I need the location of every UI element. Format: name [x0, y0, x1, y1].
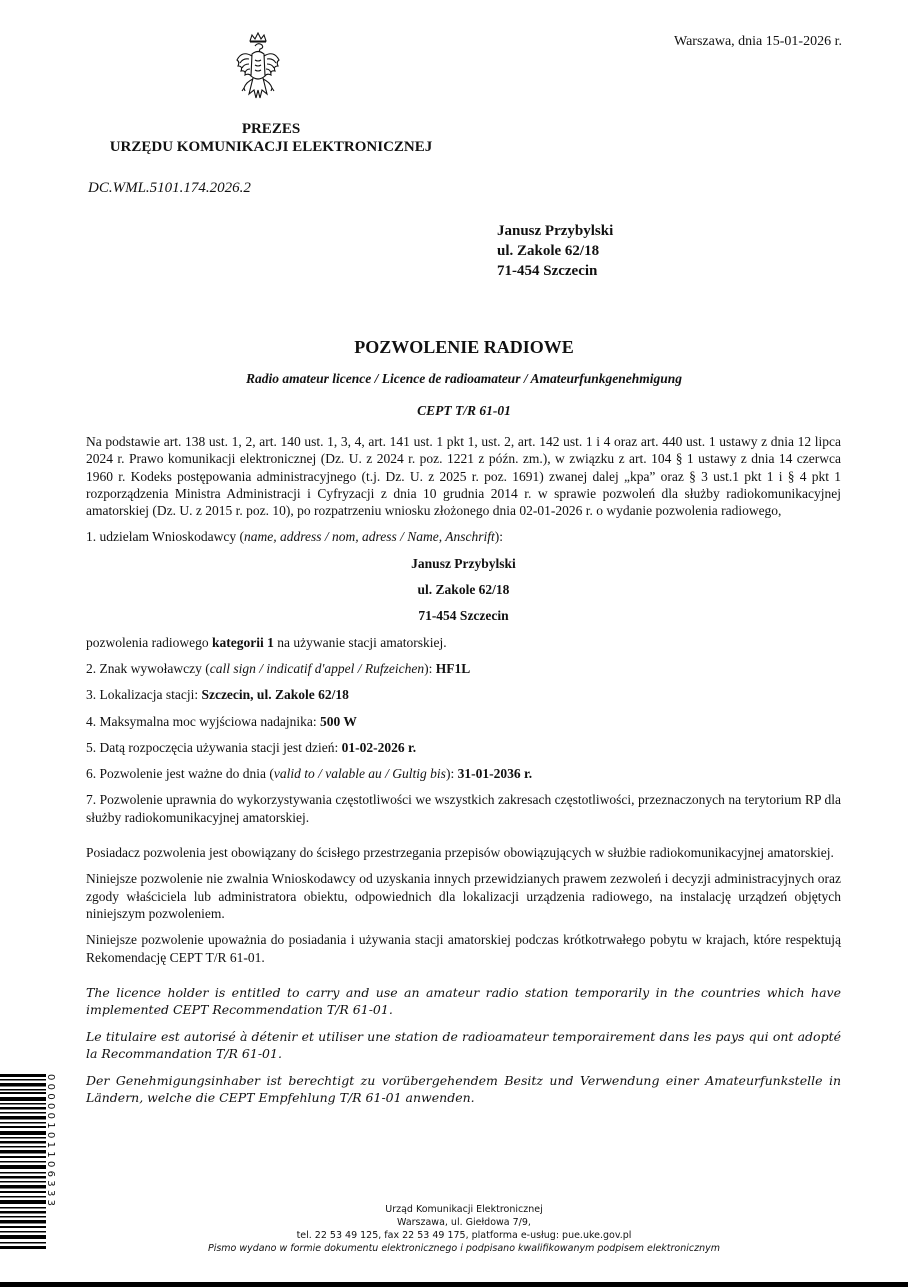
addressee-block [497, 221, 613, 281]
item-2-call-sign: 2. Znak wywoławczy (call sign / indicatif d'appel / Rufzeichen): HF1L [86, 660, 471, 676]
licence-category: pozwolenia radiowego kategorii 1 na używanie stacji amatorskiej. [86, 634, 447, 650]
addressee-city: 71-454 Szczecin [497, 263, 598, 279]
german-statement: Der Genehmigungsinhaber ist berechtigt zu vorübergehendem Besitz und Verwendung einer Amateurfunkstelle in Ländern, welche die CEPT Empfehlung T/R 61-01 anwenden. [86, 1072, 841, 1105]
cept-standard: CEPT T/R 61-01 [417, 403, 511, 418]
footer-office: Urząd Komunikacji Elektronicznej [385, 1204, 543, 1215]
item-7-frequencies: 7. Pozwolenie uprawnia do wykorzystywania częstotliwości we wszystkich zakresach częstotliwości, przeznaczonych na terytorium RP dla służby radiokomunikacyjnej amatorskiej. [86, 792, 841, 825]
item-4-power: 4. Maksymalna moc wyjściowa nadajnika: 500 W [86, 713, 357, 729]
letter-date: Warszawa, dnia 15-01-2026 r. [674, 34, 842, 49]
reference-number: DC.WML.5101.174.2026.2 [88, 180, 251, 196]
licence-body [86, 433, 841, 1106]
document-title: POZWOLENIE RADIOWE [354, 337, 574, 357]
legal-basis-paragraph: Na podstawie art. 138 ust. 1, 2, art. 140 ust. 1, 3, 4, art. 141 ust. 1 pkt 1, ust. 2, art. 142 ust. 1 i 4 oraz art. 440 ust. 1 ustawy z dnia 12 lipca 2024 r. Prawo komunikacji elektronicznej (Dz. U. z 2024 r. poz. 1221 z późn. zm.), w związku z art. 104 § 1 ustawy z dnia 14 czerwca 1960 r. Kodeks postępowania administracyjnego (t.j. Dz. U. z 2025 r. poz. 1691) zwanej dalej „kpa” oraz § 3 ust.1 pkt 1 i § 4 pkt 1 rozporządzenia Ministra Administracji i Cyfryzacji z dnia 10 grudnia 2014 r. w sprawie pozwoleń dla służby radiokomunikacyjnej amatorskiej (Dz. U. z 2015 r. poz. 10), po rozpatrzeniu wniosku złożonego dnia 02-01-2026 r. o wydanie pozwolenia radiowego, [86, 434, 841, 519]
item-5-start-date: 5. Datą rozpoczęcia używania stacji jest dzień: 01-02-2026 r. [86, 739, 417, 755]
applicant-name: Janusz Przybylski [411, 555, 516, 571]
issuer-office: URZĘDU KOMUNIKACJI ELEKTRONICZNEJ [109, 139, 433, 155]
item-6-valid-to: 6. Pozwolenie jest ważne do dnia (valid to / valable au / Gultig bis): 31-01-2036 r. [86, 766, 533, 782]
item-1: 1. udzielam Wnioskodawcy (name, address / nom, adress / Name, Anschrift): [86, 529, 503, 545]
permits-paragraph: Niniejsze pozwolenie nie zwalnia Wnioskodawcy od uzyskania innych przewidzianych prawem zezwoleń i decyzji administracyjnych oraz zgody właściciela lub administratora obiektu, odpowiednich dla lokalizacji urządzenia radiowego, na instalację urządzeń objętych niniejszym pozwoleniem. [86, 871, 841, 921]
item-3-location: 3. Lokalizacja stacji: Szczecin, ul. Zakole 62/18 [86, 687, 349, 703]
english-statement: The licence holder is entitled to carry and use an amateur radio station temporarily in the countries which have implemented CEPT Recommendation T/R 61-01. [86, 984, 841, 1017]
cept-paragraph: Niniejsze pozwolenie upoważnia do posiadania i używania stacji amatorskiej podczas krótkotrwałego pobytu w krajach, które respektują Rekomendację CEPT T/R 61-01. [86, 932, 841, 965]
document-subtitle: Radio amateur licence / Licence de radioamateur / Amateurfunkgenehmigung [245, 371, 682, 386]
footer-signature-note: Pismo wydano w formie dokumentu elektronicznego i podpisano kwalifikowanym podpisem elektronicznym [207, 1243, 721, 1254]
bottom-border [0, 1282, 908, 1287]
french-statement: Le titulaire est autorisé à détenir et utiliser une station de radioamateur temporairement dans les pays qui ont adopté la Recommandation T/R 61-01. [86, 1028, 841, 1061]
applicant-street: ul. Zakole 62/18 [417, 582, 510, 598]
footer-address: Warszawa, ul. Giełdowa 7/9, [397, 1217, 531, 1228]
polish-eagle-icon [234, 32, 282, 118]
issuer-title: PREZES [241, 121, 301, 137]
addressee-name: Janusz Przybylski [497, 223, 614, 239]
barcode-number: 00000101106333 [45, 1074, 56, 1210]
addressee-street: ul. Zakole 62/18 [497, 243, 600, 259]
issuer-block [86, 120, 456, 156]
footer-contact: tel. 22 53 49 125, fax 22 53 49 175, platforma e-usług: pue.uke.gov.pl [296, 1230, 632, 1241]
obligation-paragraph: Posiadacz pozwolenia jest obowiązany do ścisłego przestrzegania przepisów obowiązujących w służbie radiokomunikacyjnej amatorskiej. [86, 845, 834, 861]
applicant-city: 71-454 Szczecin [418, 608, 509, 624]
page-footer [0, 1203, 908, 1255]
